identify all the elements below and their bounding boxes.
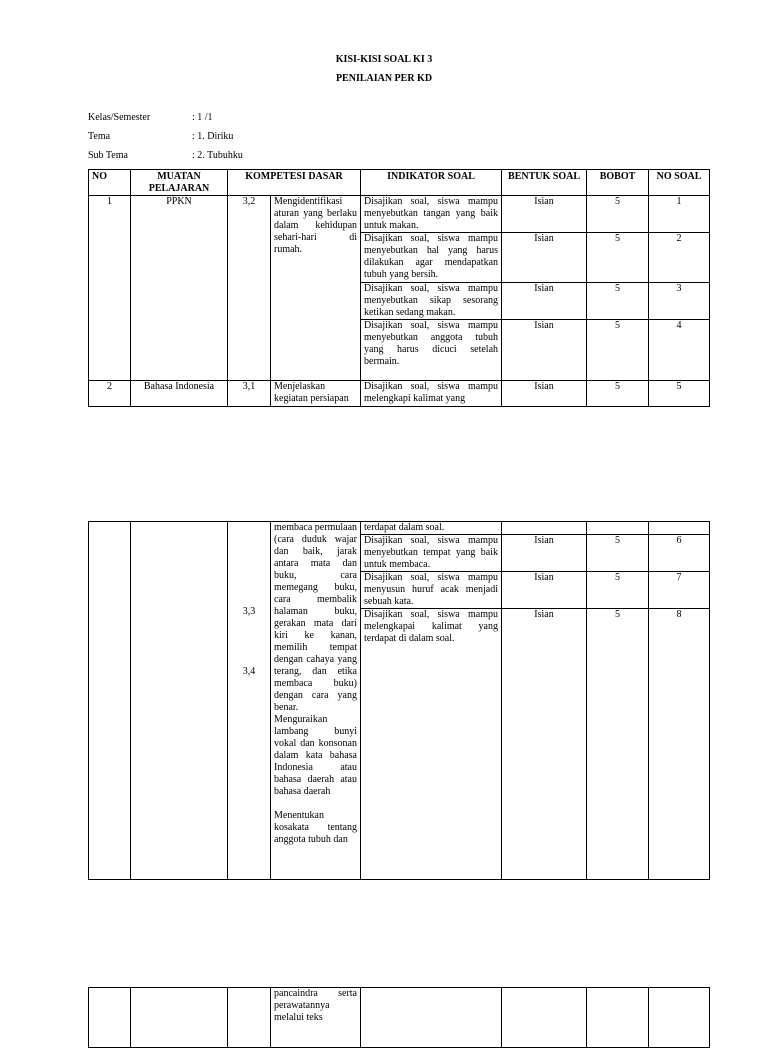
bentuk-soal-empty [502,522,587,535]
meta-value: : 2. Tubuhku [192,150,243,161]
bentuk-soal: Isian [502,196,587,233]
bentuk-soal: Isian [502,535,587,572]
indikator-text: terdapat dalam soal. [361,522,502,535]
row-muatan: PPKN [131,196,228,381]
kisi-table-page2 [88,521,710,880]
table-header-row [89,170,710,196]
indikator-empty [361,988,502,1048]
bentuk-soal: Isian [502,320,587,381]
bentuk-soal-empty [502,988,587,1048]
bobot: 5 [587,381,649,407]
bentuk-soal: Isian [502,609,587,880]
table-row [89,988,710,1048]
kd-text: Mengidentifikasi aturan yang berlaku dalam kehidupan sehari-hari di rumah. [271,196,361,381]
document-subtitle: PENILAIAN PER KD [335,73,433,84]
no-soal: 5 [649,381,710,407]
row-no-cont [89,988,131,1048]
no-soal: 2 [649,233,710,283]
row-muatan-cont [131,522,228,880]
kd-number: 3,4 [242,666,256,677]
no-soal: 6 [649,535,710,572]
bobot: 5 [587,609,649,880]
kisi-table-page1 [88,169,710,407]
no-soal-empty [649,988,710,1048]
indikator-text: Disajikan soal, siswa mampu menyebutkan hal yang harus dilakukan agar mendapatkan tubuh yang bersih. [361,233,502,283]
kd-number: 3,2 [228,196,271,381]
meta-label: Kelas/Semester [88,112,151,123]
table-row [89,522,710,535]
bobot: 5 [587,572,649,609]
col-bentuk: BENTUK SOAL [502,170,587,196]
row-muatan: Bahasa Indonesia [131,381,228,407]
row-no-cont [89,522,131,880]
document-title: KISI-KISI SOAL KI 3 [335,54,433,65]
kd-text-cont [271,522,361,880]
kisi-table-page3 [88,987,710,1048]
bobot-empty [587,988,649,1048]
no-soal: 3 [649,283,710,320]
kd-number: 3,3 [242,606,256,617]
kd-number-cont [228,988,271,1048]
col-indikator: INDIKATOR SOAL [361,170,502,196]
kd-text: Menjelaskan kegiatan persiapan [271,381,361,407]
kd-text: membaca permulaan (cara duduk wajar dan baik, jarak antara mata dan buku, cara memegang buku, cara membalik halaman buku, gerakan mata dari kiri ke kanan, memilih tempat dengan cahaya yang terang, dan etika membaca buku) dengan cara yang benar. [274,522,358,713]
col-nosoal: NO SOAL [649,170,710,196]
row-no: 2 [89,381,131,407]
bobot: 5 [587,320,649,381]
table-row [89,381,710,407]
bobot: 5 [587,196,649,233]
kd-number-cont [228,522,271,880]
meta-label: Tema [88,131,111,142]
bobot: 5 [587,233,649,283]
kd-number: 3,1 [228,381,271,407]
indikator-text: Disajikan soal, siswa mampu menyebutkan anggota tubuh yang harus dicuci setelah bermain. [361,320,502,381]
indikator-text: Disajikan soal, siswa mampu melengkapai kalimat yang terdapat di dalam soal. [361,609,502,880]
kd-text: Menentukan kosakata tentang anggota tubuh dan [274,810,357,845]
bentuk-soal: Isian [502,572,587,609]
table-row [89,196,710,233]
no-soal: 7 [649,572,710,609]
bentuk-soal: Isian [502,381,587,407]
kd-text: Menguraikan lambang bunyi vokal dan konsonan dalam kata bahasa Indonesia atau bahasa daerah atau bahasa daerah [274,714,357,797]
col-muatan: MUATAN PELAJARAN [131,170,228,196]
meta-value: : 1. Diriku [192,131,234,142]
indikator-text: Disajikan soal, siswa mampu menyusun huruf acak menjadi sebuah kata. [361,572,502,609]
indikator-text: Disajikan soal, siswa mampu menyebutkan sikap sesorang ketikan sedang makan. [361,283,502,320]
indikator-text: Disajikan soal, siswa mampu menyebutkan tempat yang baik untuk membaca. [361,535,502,572]
meta-tema [88,131,234,142]
col-kd: KOMPETESI DASAR [228,170,361,196]
no-soal: 4 [649,320,710,381]
row-muatan-cont [131,988,228,1048]
meta-value: : 1 /1 [192,112,213,123]
bobot: 5 [587,283,649,320]
meta-subtema [88,150,243,161]
col-no: NO [89,170,131,196]
no-soal-empty [649,522,710,535]
bentuk-soal: Isian [502,233,587,283]
bentuk-soal: Isian [502,283,587,320]
no-soal: 1 [649,196,710,233]
meta-label: Sub Tema [88,150,128,161]
bobot-empty [587,522,649,535]
meta-kelas [88,112,213,123]
bobot: 5 [587,535,649,572]
no-soal: 8 [649,609,710,880]
indikator-text: Disajikan soal, siswa mampu melengkapi kalimat yang [361,381,502,407]
kd-text: pancaindra serta perawatannya melalui teks [271,988,361,1048]
col-bobot: BOBOT [587,170,649,196]
indikator-text: Disajikan soal, siswa mampu menyebutkan tangan yang baik untuk makan. [361,196,502,233]
row-no: 1 [89,196,131,381]
